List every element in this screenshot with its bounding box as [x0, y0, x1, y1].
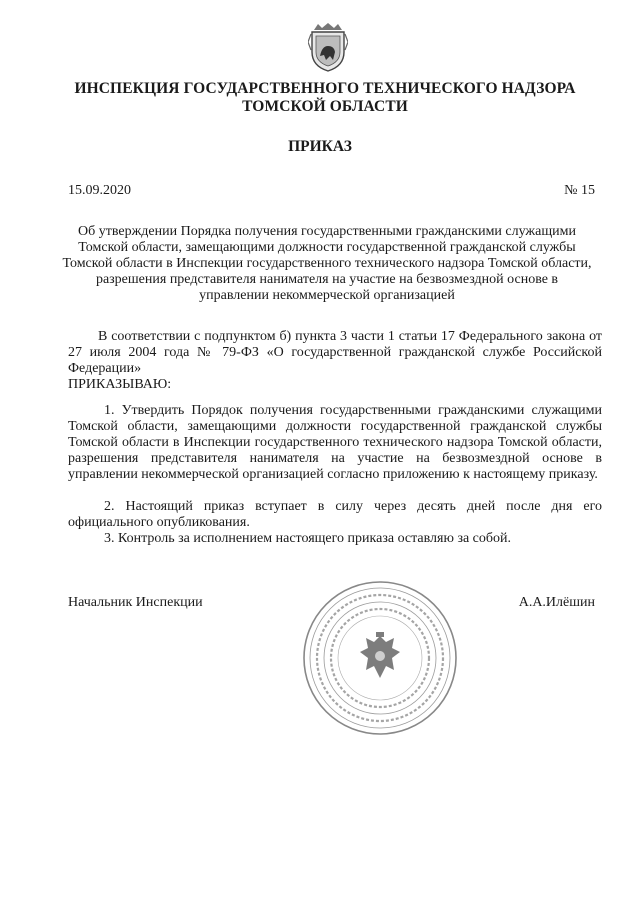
coat-of-arms-icon	[308, 22, 348, 72]
signer-name: А.А.Илёшин	[518, 595, 595, 610]
document-number: № 15	[564, 183, 595, 198]
document-subject: Об утверждении Порядка получения государственными гражданскими служащими Томской области, замещающими должности государственной гражданской службы Томской области в Инспекции государственного технического надзора Томской области, разрешения представителя нанимателя на участие на безвозмездной основе в управлении некоммерческой организацией	[62, 224, 592, 303]
order-item	[68, 403, 602, 483]
official-seal-icon	[300, 578, 460, 738]
order-word: ПРИКАЗЫВАЮ:	[68, 377, 172, 392]
order-item-text: 2. Настоящий приказ вступает в силу через десять дней после дня его официального опубликования.	[68, 499, 602, 530]
order-item	[68, 531, 602, 547]
signer-title: Начальник Инспекции	[68, 595, 203, 610]
order-item-text: 1. Утвердить Порядок получения государственными гражданскими служащими Томской области, замещающими должности государственной гражданской службы Томской области в Инспекции государственного технического надзора Томской области, разрешения представителя нанимателя на участие на безвозмездной основе в управлении некоммерческой организацией согласно приложению к настоящему приказу.	[68, 403, 602, 482]
order-item	[68, 499, 602, 531]
preamble-text: В соответствии с подпунктом б) пункта 3 части 1 статьи 17 Федерального закона от 27 июля 2004 года № 79-ФЗ «О государственной гражданской службе Российской Федерации»	[68, 329, 602, 376]
order-item-text: 3. Контроль за исполнением настоящего приказа оставляю за собой.	[104, 531, 512, 546]
organization-title-line2: ТОМСКОЙ ОБЛАСТИ	[242, 98, 408, 115]
organization-title	[40, 80, 610, 116]
preamble-paragraph	[68, 329, 602, 377]
document-type: ПРИКАЗ	[288, 138, 352, 155]
organization-title-line1: ИНСПЕКЦИЯ ГОСУДАРСТВЕННОГО ТЕХНИЧЕСКОГО НАДЗОРА	[74, 80, 576, 97]
document-date: 15.09.2020	[68, 183, 131, 198]
